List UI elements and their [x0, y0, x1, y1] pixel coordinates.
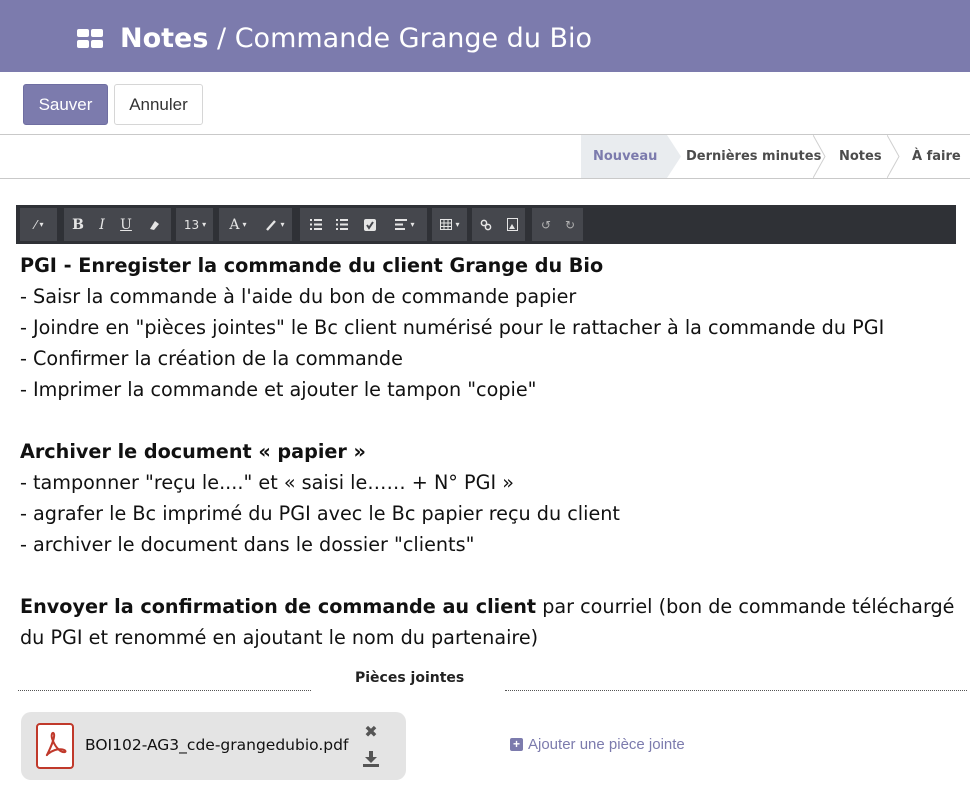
breadcrumb-separator: / [208, 23, 235, 54]
save-button[interactable]: Sauver [23, 84, 108, 125]
link-icon[interactable] [474, 208, 498, 241]
breadcrumb-app[interactable]: Notes [120, 23, 209, 54]
stage-arrow [887, 135, 901, 178]
note-line: - tamponner "reçu le...." et « saisi le…… + N° PGI » [20, 471, 514, 494]
note-paragraph [20, 591, 960, 653]
page-title [120, 20, 592, 58]
table-dropdown[interactable]: ▾ [432, 208, 468, 241]
image-icon[interactable] [500, 208, 524, 241]
note-body[interactable] [20, 250, 960, 653]
bold-button[interactable]: B [72, 216, 84, 233]
note-line: - Joindre en "pièces jointes" le Bc client numérisé pour le rattacher à la commande du PGI [20, 316, 885, 339]
italic-button[interactable]: I [99, 216, 105, 233]
undo-icon[interactable]: ↺ [540, 217, 552, 232]
note-text: par courriel (bon de commande téléchargé du PGI et renommé en ajoutant le nom du partenaire) [20, 595, 955, 649]
section-title: Envoyer la confirmation de commande au client [20, 595, 537, 618]
font-size-value: 13 [183, 217, 200, 232]
attachment-item[interactable] [21, 712, 406, 780]
section-title: PGI - Enregister la commande du client Grange du Bio [20, 254, 604, 277]
stage-nouveau[interactable]: Nouveau [581, 135, 667, 178]
note-line: - Saisr la commande à l'aide du bon de commande papier [20, 285, 577, 308]
cancel-button[interactable]: Annuler [114, 84, 203, 125]
bullet-list-icon[interactable] [304, 208, 328, 241]
font-size-dropdown[interactable]: 13 ▾ [183, 217, 207, 232]
close-icon[interactable]: ✖ [364, 722, 378, 741]
top-bar [0, 0, 970, 72]
underline-button[interactable]: U [120, 216, 132, 233]
attachments-title: Pièces jointes [355, 670, 465, 686]
numbered-list-icon[interactable] [330, 208, 354, 241]
apps-grid-icon[interactable] [77, 29, 104, 49]
brush-icon[interactable]: ▾ [259, 208, 291, 241]
pdf-icon [36, 723, 74, 769]
note-line: - archiver le document dans le dossier "clients" [20, 533, 475, 556]
text-color-label: A [229, 216, 240, 233]
attachments-header [0, 670, 970, 690]
stage-notes[interactable]: Notes [839, 149, 882, 164]
eraser-icon[interactable] [140, 208, 168, 241]
editor-toolbar [16, 205, 956, 244]
align-dropdown[interactable]: ▾ [386, 208, 424, 241]
add-attachment-link[interactable] [510, 736, 685, 753]
section-title: Archiver le document « papier » [20, 440, 366, 463]
text-color-dropdown[interactable]: A ▾ [229, 216, 247, 233]
stage-arrow [667, 135, 681, 178]
redo-icon[interactable]: ↻ [564, 217, 576, 232]
divider [18, 690, 311, 691]
breadcrumb-record: Commande Grange du Bio [234, 23, 593, 54]
blank-line [20, 560, 960, 591]
stage-statusbar [0, 134, 970, 179]
download-icon[interactable] [361, 749, 381, 769]
note-line: - Imprimer la commande et ajouter le tampon "copie" [20, 378, 537, 401]
stage-arrow [813, 135, 827, 178]
magic-wand-icon[interactable]: ⁄ ▾ [34, 217, 44, 232]
stage-a-faire[interactable]: À faire [912, 149, 961, 164]
divider [505, 690, 967, 691]
checklist-icon[interactable] [358, 208, 382, 241]
stage-dernieres-minutes[interactable]: Dernières minutes [686, 149, 822, 164]
plus-square-icon: + [510, 738, 523, 751]
note-line: - Confirmer la création de la commande [20, 347, 403, 370]
note-line: - agrafer le Bc imprimé du PGI avec le Bc papier reçu du client [20, 502, 620, 525]
add-attachment-label: Ajouter une pièce jointe [528, 736, 685, 753]
blank-line [20, 405, 960, 436]
attachment-filename[interactable]: BOI102-AG3_cde-grangedubio.pdf [85, 736, 349, 754]
